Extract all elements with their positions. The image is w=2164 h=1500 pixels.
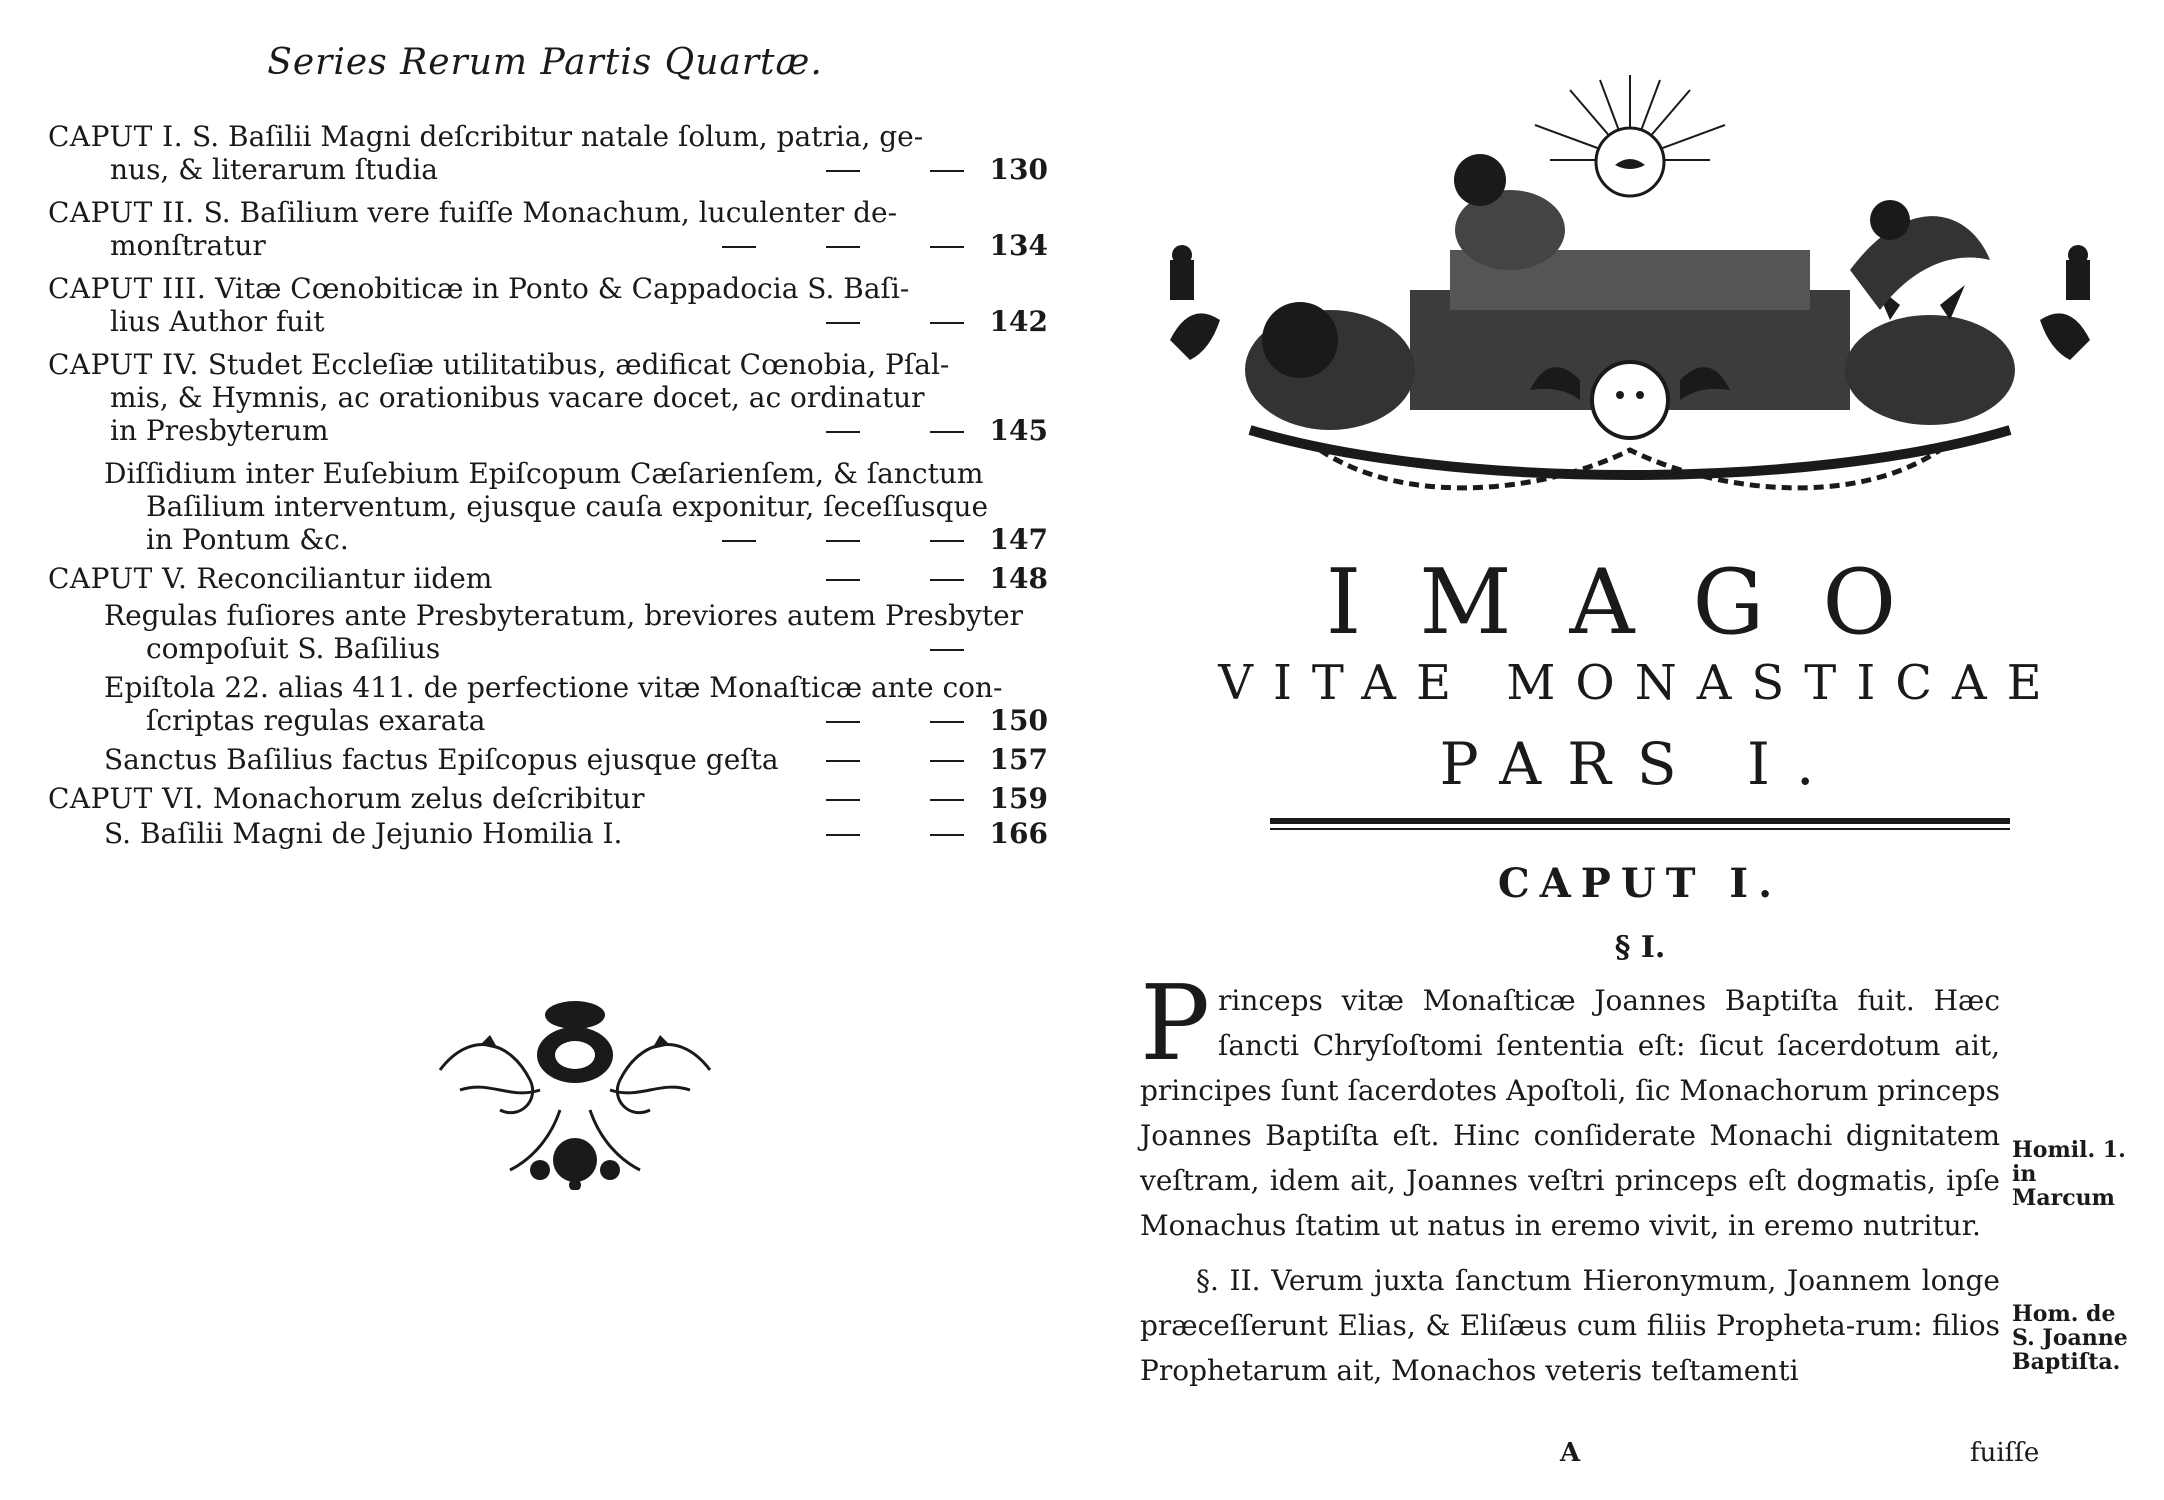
toc-entry-text: S. Baſilium vere fuiſſe Monachum, luculenter de-	[203, 196, 898, 229]
paragraph-2: §. II. Verum juxta ſanctum Hieronymum, Joannem longe præceſſerunt Elias, & Eliſæus cum filiis Propheta-rum: filios Prophetarum ait, Monachos veteris teſtamenti	[1140, 1264, 2000, 1387]
toc-dash-leader	[826, 153, 964, 186]
floral-rococo-ornament-icon	[420, 990, 730, 1190]
toc-dash-leader	[826, 305, 964, 338]
margin-note: Hom. de S. Joanne Baptiſta.	[2012, 1301, 2128, 1375]
title-rule-thin	[1270, 828, 2010, 830]
toc-entry	[104, 457, 1048, 556]
toc-page-number: 159	[989, 782, 1048, 815]
toc-entry-text: monſtratur	[110, 229, 266, 262]
section-heading: § I.	[1614, 930, 1666, 965]
toc-dash-leader	[826, 704, 964, 737]
toc-entry	[48, 782, 1048, 815]
toc-dash-leader	[826, 562, 964, 595]
toc-entry-text: mis, & Hymnis, ac orationibus vacare docet, ac ordinatur	[110, 381, 925, 414]
body-text	[1140, 962, 2000, 1421]
toc-dash-leader	[826, 743, 964, 776]
toc-entry-label: CAPUT V.	[48, 562, 188, 595]
toc-dash-leader	[826, 414, 964, 447]
toc-entry-label: CAPUT VI.	[48, 782, 204, 815]
paragraph-1-text: rinceps vitæ Monaſticæ Joannes Baptiſta fuit. Hæc ſancti Chryſoſtomi ſententia eſt: ſicut ſacerdotum ait, principes ſunt ſacerdotes Apoſtoli, ſic Monachorum princeps Joannes Baptiſta eſt. Hinc conſiderate Monachi dignitatem veſtram, idem ait, Joannes veſtri princeps eſt dogmatis, ipſe Monachus ſtatim ut natus in eremo vivit, in eremo nutritur.	[1140, 984, 2000, 1242]
right-page	[1140, 30, 2140, 1470]
left-page	[40, 30, 1050, 1470]
toc-page-number: 150	[989, 704, 1048, 737]
toc-page-number: 147	[989, 523, 1048, 556]
toc-entry-text: Reconciliantur iidem	[196, 562, 493, 595]
toc-entry	[104, 817, 1048, 850]
toc-entry	[48, 562, 1048, 595]
toc-entry-text: S. Baſilii Magni deſcribitur natale ſolum, patria, ge-	[192, 120, 924, 153]
toc-entry-label: CAPUT II.	[48, 196, 195, 229]
catchword: fuiſſe	[1970, 1438, 2040, 1468]
toc-entry-text: ſcriptas regulas exarata	[146, 704, 486, 737]
toc-entry-text: compoſuit S. Baſilius	[146, 632, 441, 665]
toc-entry-text: Studet Eccleſiæ utilitatibus, ædificat Cœnobia, Pſal-	[207, 348, 950, 381]
toc-entry-text: S. Baſilii Magni de Jejunio Homilia I.	[104, 817, 623, 850]
toc-dash-leader	[826, 817, 964, 850]
title-pars: PARS I.	[1439, 730, 1841, 798]
chapter-heading: CAPUT I.	[1497, 860, 1783, 907]
toc-entry-label: CAPUT IV.	[48, 348, 199, 381]
toc-entry-text: Vitæ Cœnobiticæ in Ponto & Cappadocia S. Baſi-	[215, 272, 910, 305]
toc-page-number	[984, 632, 1048, 665]
toc-entry	[48, 120, 1048, 186]
title-imago: IMAGO	[1325, 550, 1955, 655]
toc-entry-text: Regulas fuſiores ante Presbyteratum, breviores autem Presbyter	[104, 599, 1024, 632]
toc-entry-label: CAPUT III.	[48, 272, 207, 305]
toc-dash-leader	[722, 523, 964, 556]
toc-entry-text: lius Author fuit	[110, 305, 325, 338]
toc-entry	[48, 196, 1048, 262]
paragraph-1	[1140, 962, 2000, 1248]
toc-dash-leader	[930, 632, 964, 665]
title-rule-thick	[1270, 818, 2010, 824]
toc-entry-text: in Presbyterum	[110, 414, 329, 447]
toc-entry	[104, 671, 1048, 737]
drop-cap: P	[1140, 962, 1210, 1084]
margin-note: Homil. 1. in Marcum	[2012, 1137, 2126, 1211]
table-of-contents	[48, 120, 1048, 856]
toc-page-number: 166	[989, 817, 1048, 850]
toc-entry-label: CAPUT I.	[48, 120, 184, 153]
toc-page-number: 148	[989, 562, 1048, 595]
toc-dash-leader	[826, 782, 964, 815]
toc-entry-text: Sanctus Baſilius factus Epiſcopus ejusque geſta	[104, 743, 779, 776]
toc-page-number: 157	[989, 743, 1048, 776]
toc-entry-text: Monachorum zelus deſcribitur	[212, 782, 645, 815]
toc-entry-text: in Pontum &c.	[146, 523, 349, 556]
title-vitae-monasticae: VITAE MONASTICAE	[1218, 655, 2062, 711]
toc-dash-leader	[722, 229, 964, 262]
sun-cherub-lion-eagle-ox-headpiece-icon	[1150, 70, 2110, 520]
toc-entry-text: Baſilium interventum, ejusque cauſa exponitur, ſeceſſusque	[146, 490, 989, 523]
toc-entry-text: nus, & literarum ſtudia	[110, 153, 438, 186]
toc-page-number: 130	[989, 153, 1048, 186]
toc-title: Series Rerum Partis Quartæ.	[267, 42, 823, 83]
toc-entry-text: Diſſidium inter Euſebium Epiſcopum Cæſarienſem, & ſanctum	[104, 457, 984, 490]
toc-page-number: 134	[989, 229, 1048, 262]
toc-entry	[104, 743, 1048, 776]
toc-entry	[104, 599, 1048, 665]
toc-page-number: 142	[989, 305, 1048, 338]
signature-mark: A	[1560, 1438, 1581, 1468]
toc-entry	[48, 348, 1048, 447]
toc-entry	[48, 272, 1048, 338]
toc-page-number: 145	[989, 414, 1048, 447]
toc-entry-text: Epiſtola 22. alias 411. de perfectione vitæ Monaſticæ ante con-	[104, 671, 1003, 704]
